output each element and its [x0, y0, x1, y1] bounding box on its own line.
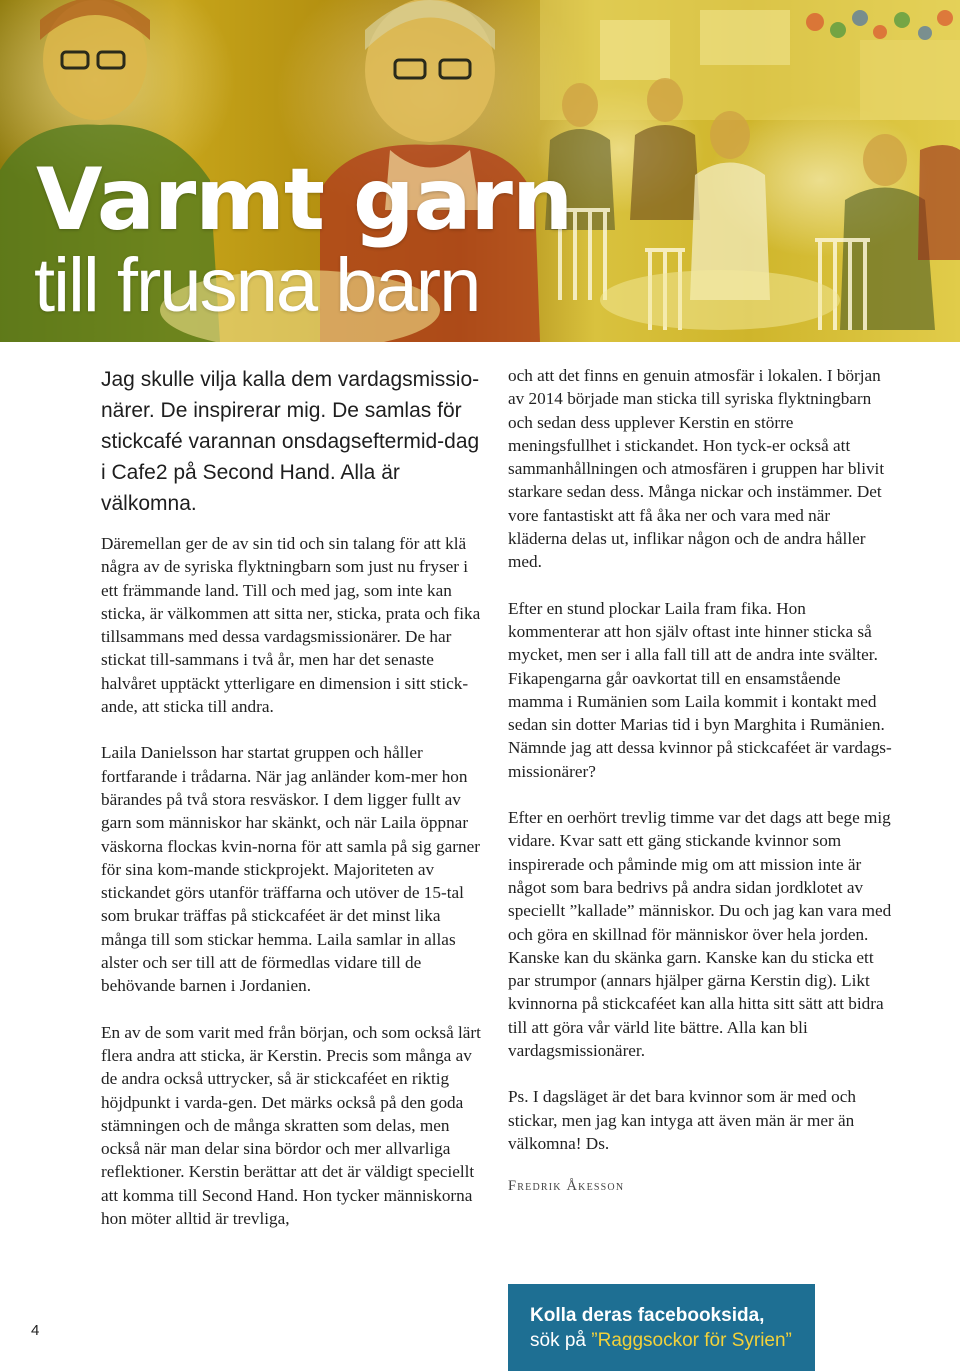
body-paragraph: Efter en stund plockar Laila fram fika. Hon kommenterar att hon själv oftast inte hinner sticka så mycket, men ser i alla fall till att de andra inte svälter. Fikapengarna går oavkortat till en ensamstående mamma i Rumänien som Laila kommit i kontakt med sedan sin dotter Marias tid i byn Marghita i Rumänien. Nämnde jag att dessa kvinnor på stickcaféet är vardags-missionärer? — [508, 598, 892, 781]
facebook-callout — [508, 1284, 815, 1371]
subheadline: till frusna barn — [34, 243, 480, 328]
body-paragraph: En av de som varit med från början, och som också lärt flera andra att sticka, är Kerstin. Precis som många av de andra också uttrycker, så är stickcaféet en riktig höjdpunkt i varda-gen. Det märks också på den goda stämningen och de många skratten som delas, men också när man delar sina bördor och mer allvarliga reflektioner. Kerstin berättar att det är väldigt speciellt att komma till Second Hand. Hon tycker människorna hon möter alltid är trevliga, — [101, 1022, 481, 1229]
body-paragraph: och att det finns en genuin atmosfär i lokalen. I början av 2014 började man sticka till syriska flyktningbarn och sedan dess upplever Kerstin en större meningsfullhet i stickandet. Hon tyck-er också att sammanhållningen och atmosfären i gruppen har blivit starkare sedan dess. Många nickar och instämmer. Det vore fantastiskt att få åka ner och vara med när kläderna delas ut, inflikar någon och de andra håller med. — [508, 366, 885, 572]
left-column — [101, 364, 483, 1253]
search-prefix: sök på — [530, 1330, 586, 1351]
body-paragraph: Laila Danielsson har startat gruppen och håller fortfarande i trådarna. När jag anländer kom-mer hon bärandes på två stora resväskor. I dem ligger fullt av garn som människor har skänkt, och när Laila öppnar väskorna flockas kvin-norna för att samla på sig garner för sina kom-mande stickprojekt. Majoriteten av stickandet görs utanför träffarna och utöver de 15-tal som brukar träffas på stickcaféet är det minst lika många till som stickar hemma. Laila samlar in allas alster och ser till att de förmedlas vidare till de behövande barnen i Jordanien. — [101, 743, 480, 996]
facebook-group-name: ”Raggsockor för Syrien” — [591, 1330, 792, 1351]
body-paragraph: Efter en oerhört trevlig timme var det dags att bege mig vidare. Kvar satt ett gäng stickande kvinnor som inspirerade och påminde mig om att mission inte är något som bara bedrivs på andra sidan jordklotet av speciellt ”kallade” människor. Du och jag kan vara med och göra en skillnad för människor över hela jorden. Kanske kan du skänka garn. Kanske kan du sticka ett par strumpor (annars hjälper gärna Kerstin dig). Likt kvinnorna på stickcaféet kan alla hitta sitt sätt att bidra till att göra vår värld lite bättre. Alla kan bli vardagsmissionärer. — [508, 808, 892, 1061]
facebook-callout-heading: Kolla deras facebooksida, — [530, 1305, 765, 1326]
right-column — [508, 364, 893, 1195]
body-paragraph: Ps. I dagsläget är det bara kvinnor som är med och stickar, men jag kan intyga att även män är mer än välkomna! Ds. — [508, 1087, 856, 1153]
facebook-callout-search — [530, 1330, 792, 1352]
body-paragraph: Däremellan ger de av sin tid och sin talang för att klä några av de syriska flyktningbarn som just nu fryser i ett främmande land. Till och med jag, som inte kan sticka, är välkommen att sitta ner, sticka, prata och fika tillsammans med dessa vardagsmissionärer. De har stickat till-sammans i två år, men har det senaste halvåret upptäckt ytterligare en dimension i sitt stick-ande, att sticka till andra. — [101, 534, 481, 717]
lead-paragraph: Jag skulle vilja kalla dem vardagsmissio-närer. De inspirerar mig. De samlas för stickcafé varannan onsdagseftermid-dag i Cafe2 på Second Hand. Alla är välkomna. — [101, 368, 480, 515]
header-photo — [0, 0, 960, 342]
headline: Varmt garn — [36, 150, 573, 250]
author-signature: Fredrik Åkesson — [508, 1178, 625, 1195]
page-number: 4 — [31, 1322, 40, 1339]
